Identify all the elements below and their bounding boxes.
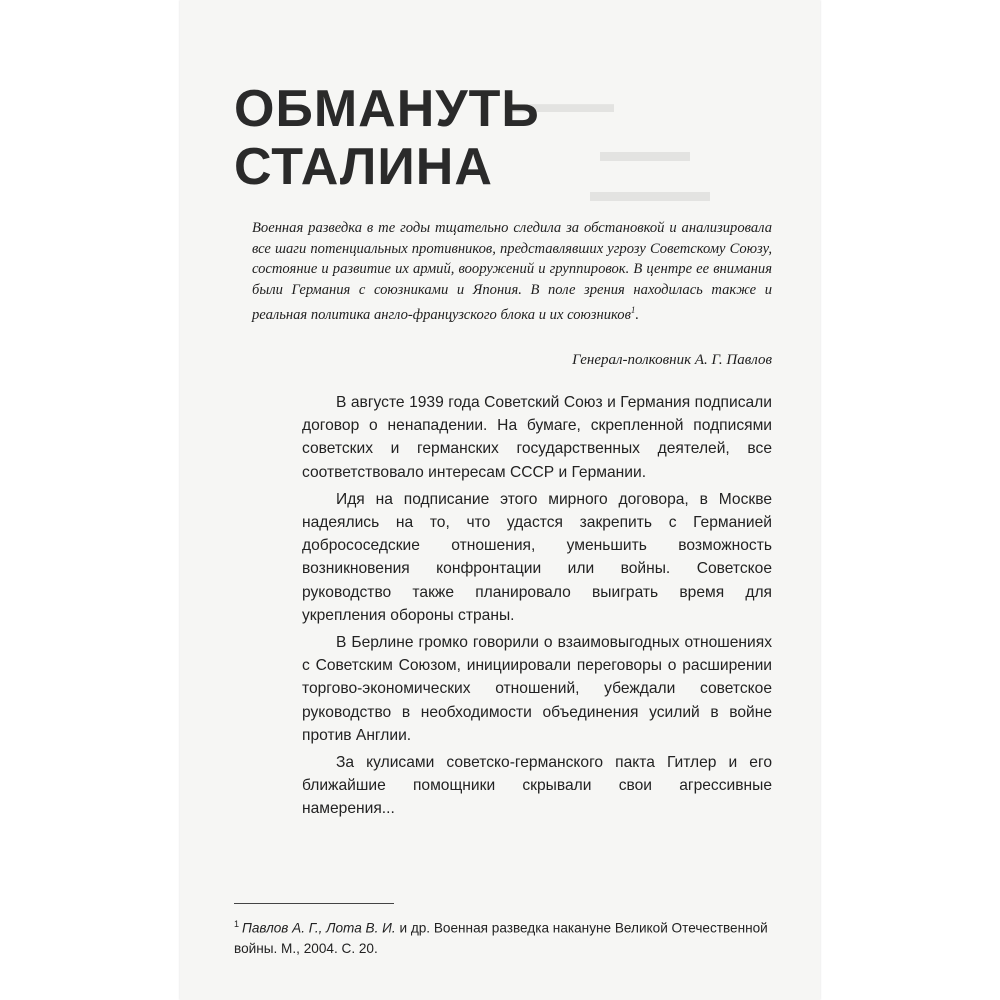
footnote-marker: 1 [234, 919, 240, 929]
paragraph: Идя на подписание этого мирного договора, в Москве надеялись на то, что удастся закрепить с Германией добрососедские отношения, уменьшить возможность возникновения конфронтации или войны. Советское руководство также планировало выиграть время для укрепления обороны страны. [302, 490, 772, 624]
bleed-through-decoration: ▬▬▬ [600, 135, 690, 168]
bleed-through-decoration: ▬▬▬▬ [510, 88, 614, 118]
epigraph-period: . [635, 306, 640, 323]
chapter-title-line-1: ОБМАНУТЬ [234, 80, 540, 138]
footnote-reference: и др. Военная разведка накануне Великой Отечественной войны. М., 2004. С. 20. [234, 920, 768, 956]
footnote [234, 914, 774, 959]
footnote-divider [234, 903, 394, 904]
chapter-title-line-2: СТАЛИНА [234, 138, 493, 196]
bleed-through-decoration: ▬▬▬▬ [590, 175, 710, 208]
body-text [302, 391, 772, 825]
footnote-authors: Павлов А. Г., Лота В. И. [242, 920, 396, 936]
epigraph-footnote-marker: 1 [630, 305, 636, 315]
chapter-title [234, 80, 734, 196]
paragraph: В августе 1939 года Советский Союз и Германия подписали договор о ненападении. На бумаге, скрепленной подписями советских и германских государственных деятелей, все соответствовало интересам СССР и Германии. [302, 394, 772, 481]
epigraph [252, 218, 772, 325]
epigraph-text: Военная разведка в те годы тщательно следила за обстановкой и анализировала все шаги потенциальных противников, представлявших угрозу Советскому Союзу, состояние и развитие их армий, вооружений и группировок. В центре ее внимания были Германия с союзниками и Япония. В поле зрения находилась также и реальная политика англо-французского блока и их союзников [252, 220, 772, 323]
paragraph: В Берлине громко говорили о взаимовыгодных отношениях с Советским Союзом, инициировали переговоры о расширении торгово-экономических отношений, убеждали советское руководство в необходимости объединения усилий в войне против Англии. [302, 634, 772, 744]
epigraph-author: Генерал-полковник А. Г. Павлов [572, 352, 772, 368]
book-page [180, 0, 820, 1000]
paragraph: За кулисами советско-германского пакта Гитлер и его ближайшие помощники скрывали свои агрессивные намерения... [302, 754, 772, 818]
